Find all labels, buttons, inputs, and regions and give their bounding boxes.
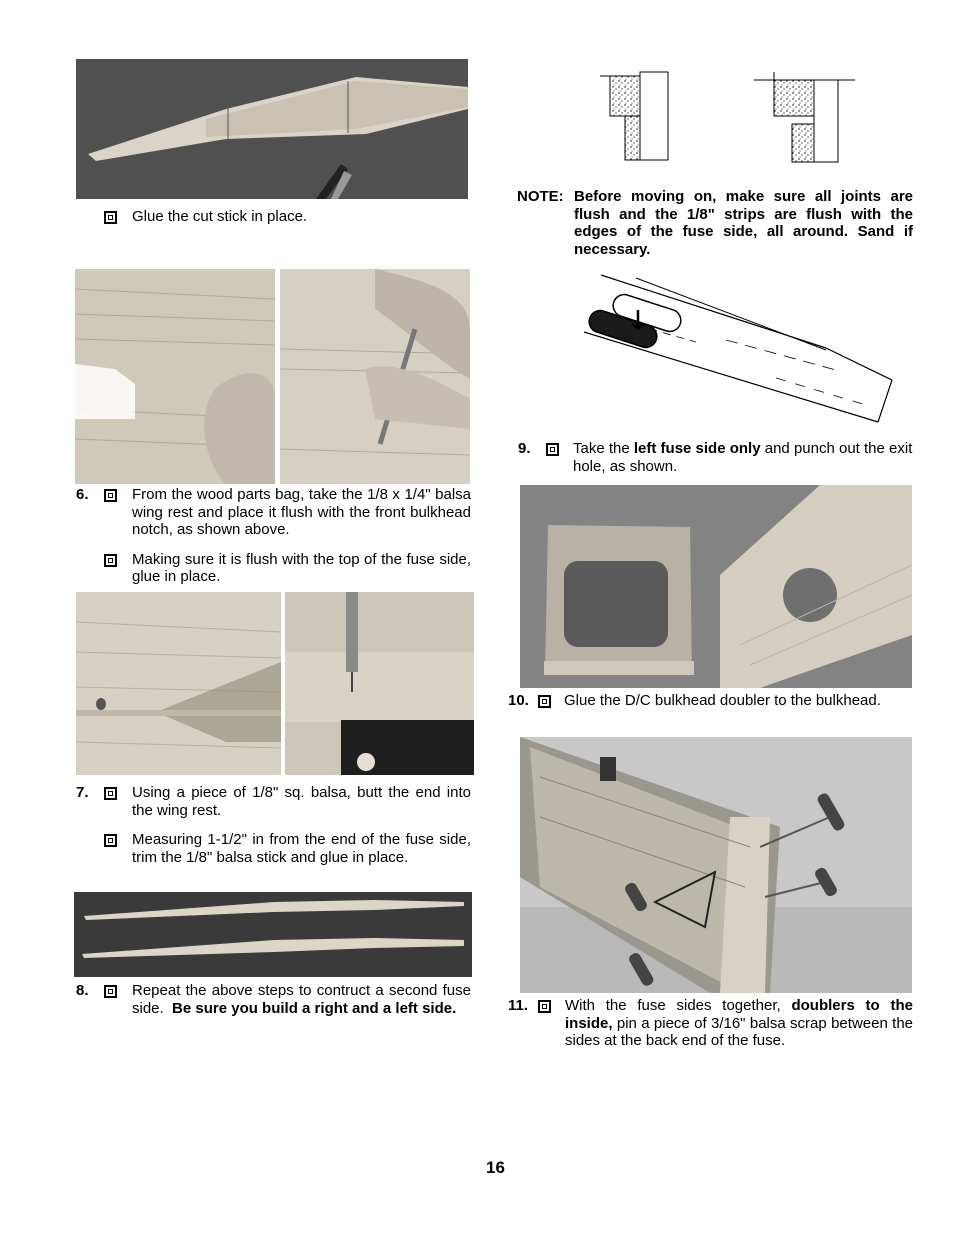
step-text: Glue the cut stick in place.: [132, 208, 308, 225]
step-text: From the wood parts bag, take the 1/8 x 1/4" balsa wing rest and place it flush with the front bulkhead notch, as shown above.: [132, 486, 471, 538]
photo-wing-rest: [75, 269, 470, 484]
step-text: Measuring 1-1/2" in from the end of the fuse side, trim the 1/8" balsa stick and glue in place.: [132, 831, 471, 866]
joint-diagram: [600, 68, 860, 164]
step-text: Making sure it is flush with the top of the fuse side, glue in place.: [132, 550, 471, 585]
photo-bulkhead-doubler: [520, 485, 912, 688]
step-number: 10.: [508, 692, 529, 709]
step-text: Glue the D/C bulkhead doubler to the bulkhead.: [564, 692, 881, 709]
step-text-bold: doublers to the inside,: [565, 997, 913, 1032]
step-text-bold: Be sure you build a right and a left side.: [172, 999, 457, 1017]
step-number: 7.: [76, 784, 89, 801]
page-number: 16: [486, 1158, 505, 1177]
step-number: 11.: [508, 997, 529, 1014]
step-10: [508, 692, 918, 710]
step-text: and punch out the exit hole, as shown.: [573, 440, 913, 475]
exit-hole-diagram: [576, 270, 896, 430]
step-number: 8.: [76, 982, 89, 999]
note-text: Before moving on, make sure all joints are flush and the 1/8" strips are flush with the edges of the fuse side, all around. Sand if necessary.: [574, 188, 913, 258]
photo-two-fuse-sides: [74, 892, 472, 977]
step-text: pin a piece of 3/16" balsa scrap between the sides at the back end of the fuse.: [565, 1014, 913, 1049]
checkbox[interactable]: [104, 554, 117, 567]
step-text-bold: left fuse side only: [633, 440, 761, 457]
step-text: Repeat the above steps to contruct a second fuse side.: [132, 982, 471, 1017]
checkbox[interactable]: [538, 1000, 551, 1013]
step-8: [76, 982, 471, 1017]
step-text: Take the: [573, 440, 634, 457]
checkbox[interactable]: [538, 695, 551, 708]
photo-cut-stick: [76, 59, 468, 199]
step-7: [76, 784, 471, 866]
checkbox[interactable]: [104, 211, 117, 224]
checkbox[interactable]: [104, 985, 117, 998]
step-9: [518, 440, 913, 475]
checkbox[interactable]: [104, 489, 117, 502]
note-label: NOTE:: [517, 188, 564, 205]
step-text: Using a piece of 1/8" sq. balsa, butt the end into the wing rest.: [132, 784, 471, 819]
note: [517, 188, 913, 258]
step-number: 6.: [76, 486, 89, 503]
checkbox[interactable]: [546, 443, 559, 456]
checkbox[interactable]: [104, 834, 117, 847]
photo-butt-stick: [76, 592, 474, 775]
step-number: 9.: [518, 440, 531, 457]
checkbox[interactable]: [104, 787, 117, 800]
step-6: [76, 486, 471, 586]
step-11: [508, 997, 913, 1050]
step-text: With the fuse sides together,: [565, 997, 792, 1014]
photo-pin-fuse-sides: [520, 737, 912, 993]
step-glue-cut-stick: [104, 208, 464, 226]
